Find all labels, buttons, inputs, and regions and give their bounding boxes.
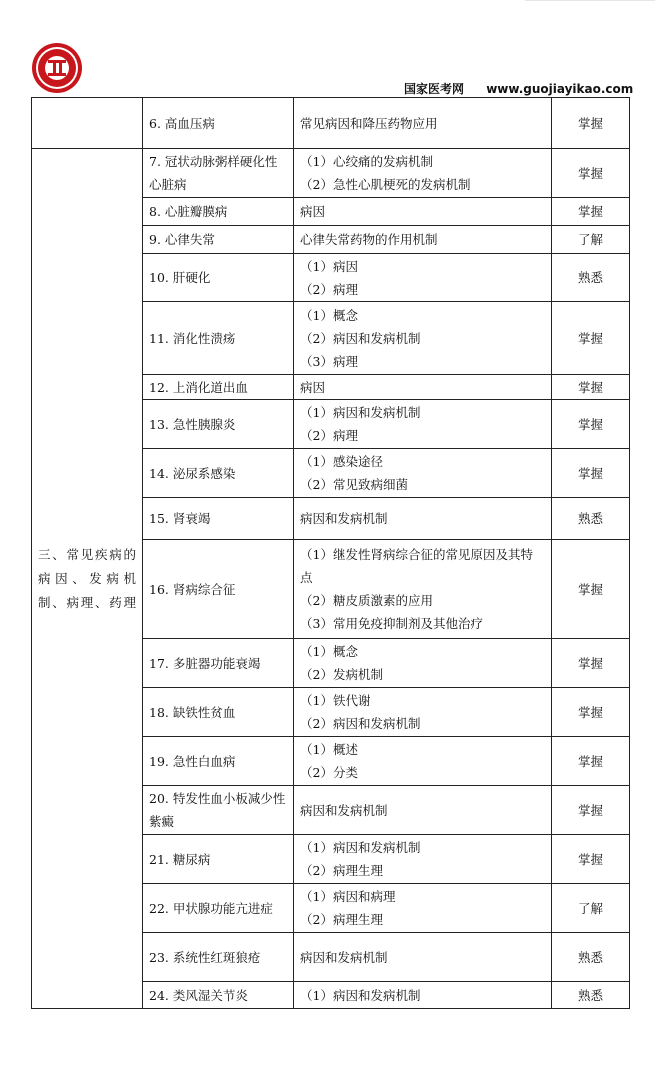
content-cell: （1）继发性肾病综合征的常见原因及其特点 （2）糖皮质激素的应用 （3）常用免疫抑制剂及其他治疗 [294, 540, 552, 639]
level-cell: 熟悉 [552, 933, 630, 982]
topic-cell: 6. 高血压病 [143, 98, 294, 149]
level-cell: 掌握 [552, 98, 630, 149]
topic-cell: 23. 系统性红斑狼疮 [143, 933, 294, 982]
topic-cell: 15. 肾衰竭 [143, 498, 294, 540]
logo-icon [31, 42, 83, 94]
level-cell: 熟悉 [552, 982, 630, 1009]
level-cell: 掌握 [552, 835, 630, 884]
level-cell: 掌握 [552, 540, 630, 639]
topic-cell: 12. 上消化道出血 [143, 375, 294, 400]
content-cell: 病因 [294, 375, 552, 400]
content-cell: 病因和发病机制 [294, 786, 552, 835]
level-cell: 掌握 [552, 639, 630, 688]
content-cell: （1）心绞痛的发病机制 （2）急性心肌梗死的发病机制 [294, 149, 552, 198]
content-cell: （1）铁代谢 （2）病因和发病机制 [294, 688, 552, 737]
content-cell: （1）概念 （2）病因和发病机制 （3）病理 [294, 302, 552, 375]
topic-cell: 11. 消化性溃疡 [143, 302, 294, 375]
section-title: 三、常见疾病的病因、发病机制、病理、药理 [38, 546, 136, 610]
topic-cell: 7. 冠状动脉粥样硬化性心脏病 [143, 149, 294, 198]
section-cell [32, 149, 143, 1009]
content-cell: （1）病因和病理 （2）病理生理 [294, 884, 552, 933]
topic-cell: 22. 甲状腺功能亢进症 [143, 884, 294, 933]
table-row [32, 98, 630, 149]
page-header [404, 80, 633, 97]
content-cell: （1）概念 （2）发病机制 [294, 639, 552, 688]
level-cell: 掌握 [552, 688, 630, 737]
topic-cell: 14. 泌尿系感染 [143, 449, 294, 498]
syllabus-table [31, 97, 630, 1009]
content-cell: （1）概述 （2）分类 [294, 737, 552, 786]
content-cell: （1）病因和发病机制 [294, 982, 552, 1009]
level-cell: 掌握 [552, 302, 630, 375]
level-cell: 熟悉 [552, 498, 630, 540]
table-row [32, 149, 630, 198]
header-site-link[interactable]: www.guojiayikao.com [486, 82, 634, 96]
level-cell: 掌握 [552, 375, 630, 400]
topic-cell: 13. 急性胰腺炎 [143, 400, 294, 449]
top-divider [525, 0, 655, 1]
content-cell: 病因和发病机制 [294, 498, 552, 540]
topic-cell: 16. 肾病综合征 [143, 540, 294, 639]
level-cell: 了解 [552, 226, 630, 254]
topic-cell: 8. 心脏瓣膜病 [143, 198, 294, 226]
content-cell: 病因和发病机制 [294, 933, 552, 982]
topic-cell: 21. 糖尿病 [143, 835, 294, 884]
topic-cell: 24. 类风湿关节炎 [143, 982, 294, 1009]
content-cell: 常见病因和降压药物应用 [294, 98, 552, 149]
content-cell: （1）感染途径 （2）常见致病细菌 [294, 449, 552, 498]
content-cell: （1）病因和发病机制 （2）病理生理 [294, 835, 552, 884]
level-cell: 掌握 [552, 198, 630, 226]
header-org: 国家医考网 [404, 82, 465, 96]
topic-cell: 17. 多脏器功能衰竭 [143, 639, 294, 688]
level-cell: 掌握 [552, 449, 630, 498]
content-cell: 病因 [294, 198, 552, 226]
level-cell: 掌握 [552, 737, 630, 786]
content-cell: 心律失常药物的作用机制 [294, 226, 552, 254]
level-cell: 掌握 [552, 400, 630, 449]
content-cell: （1）病因和发病机制 （2）病理 [294, 400, 552, 449]
content-cell: （1）病因 （2）病理 [294, 254, 552, 302]
level-cell: 掌握 [552, 786, 630, 835]
topic-cell: 19. 急性白血病 [143, 737, 294, 786]
level-cell: 了解 [552, 884, 630, 933]
level-cell: 熟悉 [552, 254, 630, 302]
level-cell: 掌握 [552, 149, 630, 198]
section-cell-empty [32, 98, 143, 149]
topic-cell: 10. 肝硬化 [143, 254, 294, 302]
topic-cell: 20. 特发性血小板减少性紫癜 [143, 786, 294, 835]
topic-cell: 18. 缺铁性贫血 [143, 688, 294, 737]
topic-cell: 9. 心律失常 [143, 226, 294, 254]
